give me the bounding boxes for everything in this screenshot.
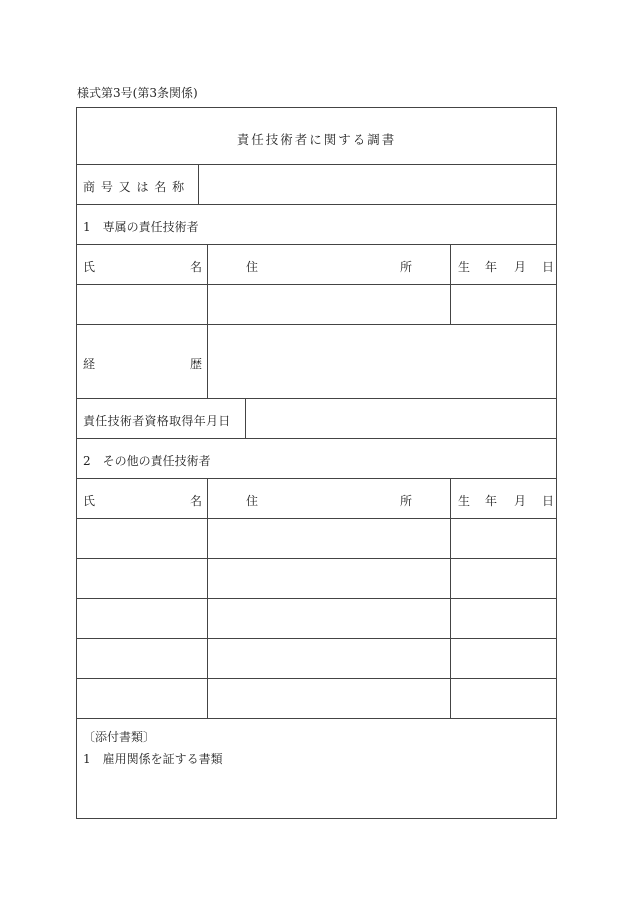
birth-header-cell-2 [451, 479, 556, 518]
birth-header-0: 生 [458, 260, 471, 274]
section1-row [77, 205, 556, 245]
name-header-right-2: 名 [190, 494, 203, 508]
birth-header-2-0: 生 [458, 494, 471, 508]
birth-header-2-2: 月 [514, 494, 527, 508]
form-number-caption: 様式第3号(第3条関係) [77, 86, 198, 100]
birthdate-field[interactable] [451, 559, 556, 598]
section1-heading: 1 専属の責任技術者 [83, 220, 199, 234]
birth-header-1: 年 [485, 260, 498, 274]
qualification-label: 責任技術者資格取得年月日 [83, 414, 231, 428]
name-header-left: 氏 [83, 260, 96, 274]
birthdate-field[interactable] [451, 679, 556, 718]
section2-header-row [77, 479, 556, 519]
birthdate-field[interactable] [451, 639, 556, 678]
birth-header-2-3: 日 [542, 494, 555, 508]
address-header-cell-2 [208, 479, 451, 518]
section2-data-row [77, 559, 556, 599]
name-field[interactable] [77, 679, 208, 718]
section1-data-row [77, 285, 556, 325]
title-row [77, 108, 556, 165]
address-header-left: 住 [246, 260, 259, 274]
section2-row [77, 439, 556, 479]
form-title: 責任技術者に関する調書 [236, 132, 397, 147]
name-field[interactable] [77, 285, 208, 324]
career-field[interactable] [208, 325, 556, 398]
name-header-cell-2 [77, 479, 208, 518]
attachments-heading: 〔添付書類〕 [83, 730, 156, 744]
section2-data-row [77, 599, 556, 639]
trade-name-label-cell [77, 165, 199, 204]
name-field[interactable] [77, 559, 208, 598]
form-table [76, 107, 557, 819]
address-field[interactable] [208, 639, 451, 678]
qualification-label-cell [77, 399, 246, 438]
career-label-right: 歴 [190, 357, 203, 371]
name-header-right: 名 [190, 260, 203, 274]
address-header-right: 所 [400, 260, 413, 274]
career-label-cell [77, 325, 208, 398]
name-header-cell [77, 245, 208, 284]
name-field[interactable] [77, 519, 208, 558]
section2-heading: 2 その他の責任技術者 [83, 454, 211, 468]
address-field[interactable] [208, 519, 451, 558]
birthdate-field[interactable] [451, 599, 556, 638]
career-label-left: 経 [83, 357, 96, 371]
birth-header-cell [451, 245, 556, 284]
birth-header-2: 月 [514, 260, 527, 274]
name-field[interactable] [77, 639, 208, 678]
name-field[interactable] [77, 599, 208, 638]
trade-name-row [77, 165, 556, 205]
birth-header-3: 日 [542, 260, 555, 274]
birth-header-2-1: 年 [485, 494, 498, 508]
trade-name-field[interactable] [199, 165, 556, 204]
address-field[interactable] [208, 599, 451, 638]
address-header-right-2: 所 [400, 494, 413, 508]
section1-header-row [77, 245, 556, 285]
birthdate-field[interactable] [451, 519, 556, 558]
birthdate-field[interactable] [451, 285, 556, 324]
address-field[interactable] [208, 285, 451, 324]
address-field[interactable] [208, 679, 451, 718]
trade-name-label: 商 号 又 は 名 称 [83, 180, 186, 194]
address-header-left-2: 住 [246, 494, 259, 508]
section2-data-row [77, 519, 556, 559]
attachment-item-1: 1 雇用関係を証する書類 [83, 752, 223, 766]
section2-data-row [77, 639, 556, 679]
career-row [77, 325, 556, 399]
address-field[interactable] [208, 559, 451, 598]
qualification-date-field[interactable] [246, 399, 556, 438]
address-header-cell [208, 245, 451, 284]
name-header-left-2: 氏 [83, 494, 96, 508]
qualification-row [77, 399, 556, 439]
section2-data-row [77, 679, 556, 719]
